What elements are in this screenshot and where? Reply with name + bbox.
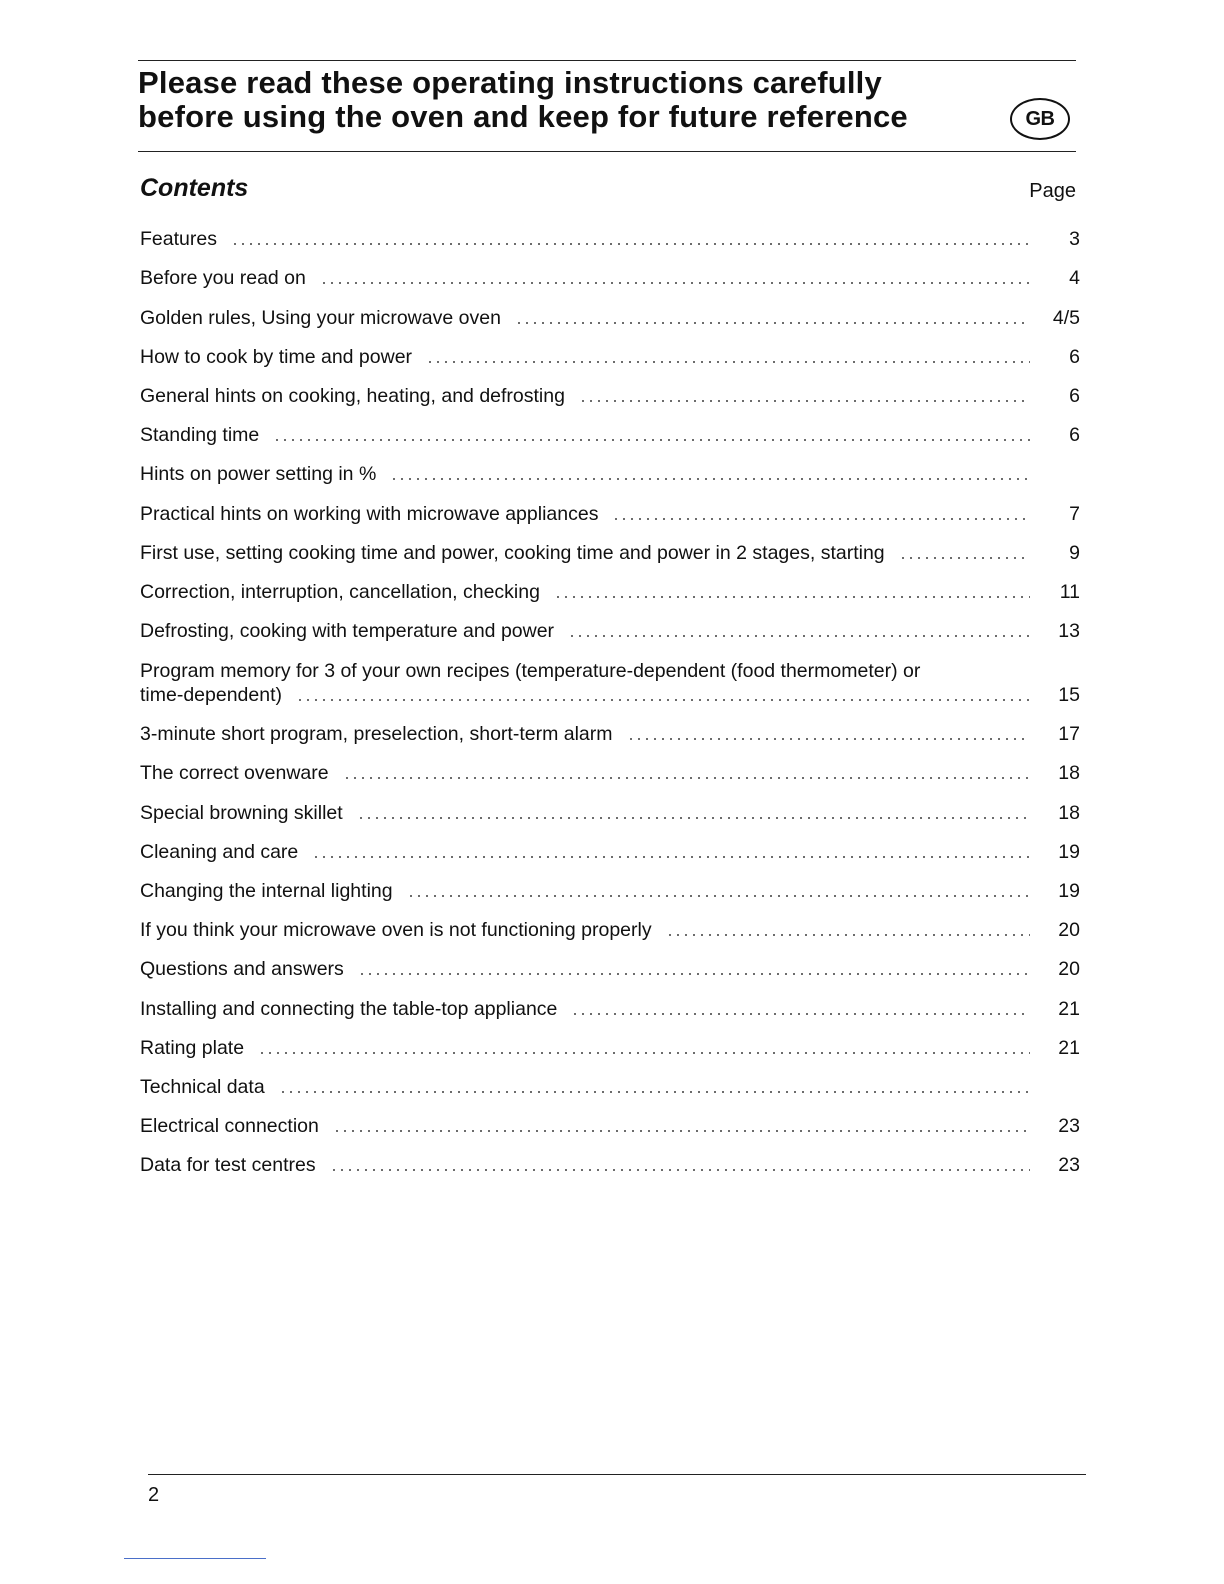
dot-leader — [296, 689, 1030, 703]
page-title — [138, 66, 998, 134]
title-line-1: Please read these operating instructions carefully — [138, 65, 882, 100]
toc-entry-title: If you think your microwave oven is not functioning properly — [140, 919, 652, 942]
dot-leader — [571, 1003, 1030, 1017]
toc-entry-internal-lighting — [140, 864, 1080, 903]
toc-entry-title: Features — [140, 228, 217, 251]
toc-entry-page: 21 — [1058, 997, 1080, 1020]
toc-entry-ovenware — [140, 746, 1080, 785]
toc-entry-program-memory — [140, 643, 1080, 707]
dot-leader — [330, 1159, 1030, 1173]
top-rule — [138, 60, 1076, 61]
toc-entry-test-centres — [140, 1138, 1080, 1177]
dot-leader — [333, 1120, 1030, 1134]
dot-leader — [554, 586, 1030, 600]
title-line-2: before using the oven and keep for future reference — [138, 99, 908, 134]
dot-leader — [231, 233, 1030, 247]
toc-entry-page: 23 — [1058, 1154, 1080, 1177]
toc-entry-title: Data for test centres — [140, 1154, 316, 1177]
toc-entry-title: Correction, interruption, cancellation, checking — [140, 580, 540, 603]
toc-entry-page: 4/5 — [1052, 306, 1080, 329]
dot-leader — [273, 429, 1030, 443]
toc-entry-correction — [140, 565, 1080, 604]
page-number: 2 — [148, 1484, 160, 1506]
toc-entry-page: 4 — [1069, 267, 1080, 290]
toc-entry-page: 19 — [1058, 840, 1080, 863]
toc-entry-page: 18 — [1058, 762, 1080, 785]
dot-leader — [568, 625, 1030, 639]
toc-entry-technical-data — [140, 1060, 1080, 1099]
toc-entry-page: 23 — [1058, 1115, 1080, 1138]
toc-entry-rating-plate — [140, 1021, 1080, 1060]
toc-entry-page: 20 — [1058, 919, 1080, 942]
dot-leader — [627, 728, 1030, 742]
dot-leader — [320, 272, 1030, 286]
toc-entry-page: 20 — [1058, 958, 1080, 981]
toc-entry-title-line-2: time-dependent) — [140, 684, 283, 707]
toc-entry-page: 6 — [1069, 345, 1080, 368]
dot-leader — [312, 846, 1030, 860]
toc-entry-title: Golden rules, Using your microwave oven — [140, 306, 501, 329]
toc-entry-page: 18 — [1058, 801, 1080, 824]
dot-leader — [279, 1081, 1030, 1095]
toc-entry-title: Technical data — [140, 1075, 265, 1098]
toc-entry-page: 11 — [1059, 580, 1080, 603]
dot-leader — [258, 1042, 1030, 1056]
toc-entry-questions — [140, 942, 1080, 981]
toc-entry-title: Questions and answers — [140, 958, 344, 981]
toc-entry-general-hints — [140, 369, 1080, 408]
toc-entry-line-2 — [140, 683, 1080, 707]
toc-entry-title: Special browning skillet — [140, 801, 343, 824]
toc-entry-not-functioning — [140, 903, 1080, 942]
toc-entry-title: First use, setting cooking time and power, cooking time and power in 2 stages, starting — [140, 541, 885, 564]
toc-entry-practical-hints — [140, 486, 1080, 525]
toc-entry-title: How to cook by time and power — [140, 345, 413, 368]
header-rule — [138, 151, 1076, 152]
dot-leader — [390, 468, 1030, 482]
dot-leader — [666, 924, 1030, 938]
toc-entry-page: 13 — [1058, 620, 1080, 643]
toc-entry-title: Cleaning and care — [140, 840, 299, 863]
toc-entry-how-to-cook — [140, 330, 1080, 369]
toc-entry-title: Before you read on — [140, 267, 306, 290]
toc-entry-title: General hints on cooking, heating, and defrosting — [140, 384, 565, 407]
toc-entry-before-you-read-on — [140, 251, 1080, 290]
contents-heading: Contents — [140, 174, 249, 202]
footer-rule — [148, 1474, 1086, 1475]
toc-entry-title: Defrosting, cooking with temperature and power — [140, 620, 555, 643]
toc-entry-electrical-connection — [140, 1099, 1080, 1138]
toc-entry-standing-time — [140, 408, 1080, 447]
toc-entry-title: Rating plate — [140, 1036, 245, 1059]
toc-entry-defrosting — [140, 604, 1080, 643]
toc-entry-golden-rules — [140, 290, 1080, 329]
toc-entry-features — [140, 212, 1080, 251]
dot-leader — [358, 963, 1030, 977]
dot-leader — [357, 807, 1030, 821]
toc-entry-page: 15 — [1058, 684, 1080, 707]
toc-entry-title: Changing the internal lighting — [140, 880, 393, 902]
toc-entry-title: Standing time — [140, 424, 260, 447]
toc-entry-title: Electrical connection — [140, 1115, 319, 1138]
toc-entry-cleaning — [140, 825, 1080, 864]
toc-entry-browning-skillet — [140, 785, 1080, 824]
toc-entry-title-line-1: Program memory for 3 of your own recipes (temperature-dependent (food thermometer) or — [140, 660, 921, 683]
toc-entry-title: Installing and connecting the table-top appliance — [140, 997, 558, 1020]
toc-entry-page: 6 — [1069, 424, 1080, 447]
dot-leader — [612, 508, 1030, 522]
toc-entry-page: 6 — [1069, 384, 1080, 407]
toc-entry-title: Hints on power setting in % — [140, 463, 377, 486]
toc-entry-first-use — [140, 526, 1080, 565]
table-of-contents — [140, 212, 1080, 1177]
toc-entry-page: 19 — [1058, 880, 1080, 902]
dot-leader — [343, 767, 1030, 781]
scan-edge-line — [124, 1558, 266, 1559]
toc-entry-title: Practical hints on working with microwave appliances — [140, 502, 599, 525]
dot-leader — [579, 390, 1030, 404]
toc-entry-page: 7 — [1069, 502, 1080, 525]
gb-language-badge: GB — [1010, 98, 1070, 140]
page-column-heading: Page — [1029, 180, 1076, 202]
toc-entry-page: 21 — [1058, 1036, 1080, 1059]
toc-entry-power-setting — [140, 447, 1080, 486]
toc-entry-title: 3-minute short program, preselection, short-term alarm — [140, 723, 613, 746]
toc-entry-page: 9 — [1069, 541, 1080, 564]
toc-entry-page: 3 — [1069, 228, 1080, 251]
dot-leader — [407, 885, 1030, 899]
dot-leader — [515, 312, 1030, 326]
dot-leader — [899, 547, 1030, 561]
toc-entry-page: 17 — [1058, 723, 1080, 746]
toc-entry-installing — [140, 981, 1080, 1020]
toc-entry-short-program — [140, 707, 1080, 746]
toc-entry-title: The correct ovenware — [140, 762, 329, 785]
dot-leader — [426, 351, 1030, 365]
